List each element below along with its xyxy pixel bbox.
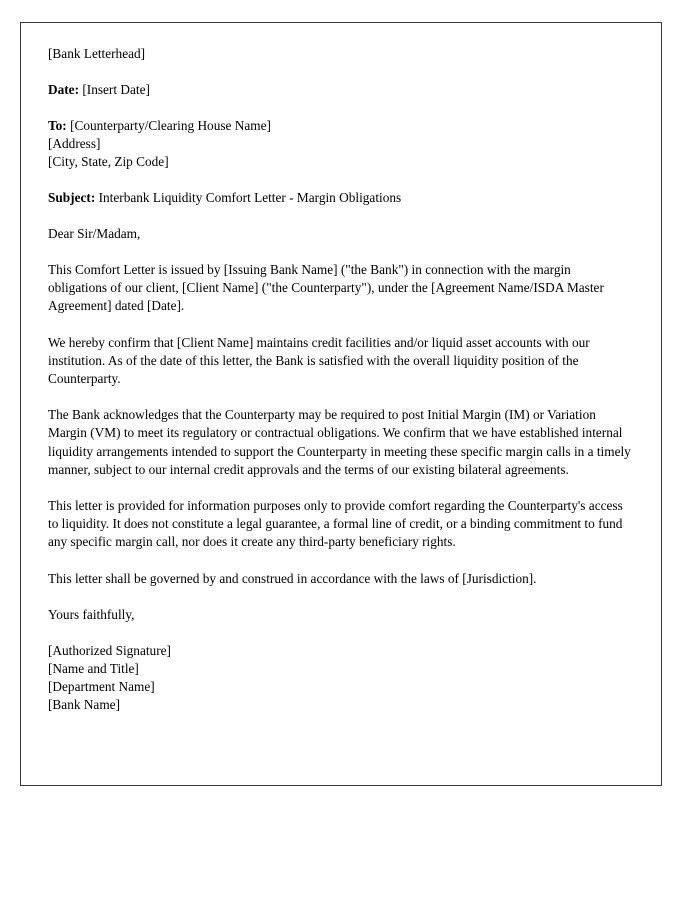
recipient-block xyxy=(48,117,632,171)
closing-salutation: Yours faithfully, xyxy=(48,606,135,622)
recipient-city-state-zip: [City, State, Zip Code] xyxy=(48,154,169,169)
salutation: Dear Sir/Madam, xyxy=(48,226,141,241)
body-paragraph-1: This Comfort Letter is issued by [Issuing Bank Name] ("the Bank") in connection with the margin obligations of our client, [Client Name] ("the Counterparty"), under the [Agreement Name/ISDA Master Agreement] dated [Date]. xyxy=(48,262,604,314)
bank-letterhead: [Bank Letterhead] xyxy=(48,46,146,61)
authorized-signature: [Authorized Signature] xyxy=(48,642,171,658)
letter-page-frame xyxy=(20,22,662,786)
body-paragraph-3: The Bank acknowledges that the Counterparty may be required to post Initial Margin (IM) or Variation Margin (VM) to meet its regulatory or contractual obligations. We confirm that we have established internal liquidity arrangements intended to support the Counterparty in meeting these specific margin calls in a timely manner, subject to our internal credit approvals and the terms of our existing bilateral agreements. xyxy=(48,407,631,477)
letter-content xyxy=(48,45,632,714)
subject-line xyxy=(48,189,632,207)
recipient-name-line xyxy=(48,117,632,135)
recipient-address: [Address] xyxy=(48,136,101,151)
body-paragraph-4: This letter is provided for information purposes only to provide comfort regarding the Counterparty's access to liquidity. It does not constitute a legal guarantee, a formal line of credit, or a binding commitment to fund any specific margin call, nor does it create any third-party beneficiary rights. xyxy=(48,498,623,550)
recipient-label: To: xyxy=(48,118,67,133)
signer-name-and-title: [Name and Title] xyxy=(48,660,139,676)
subject-value: Interbank Liquidity Comfort Letter - Margin Obligations xyxy=(98,190,402,205)
date-label: Date: xyxy=(48,82,80,97)
date-value: [Insert Date] xyxy=(82,82,150,97)
signer-department: [Department Name] xyxy=(48,678,155,694)
signature-block xyxy=(48,642,632,714)
signer-bank-name: [Bank Name] xyxy=(48,696,120,712)
subject-label: Subject: xyxy=(48,190,96,205)
body-paragraph-5: This letter shall be governed by and construed in accordance with the laws of [Jurisdiction]. xyxy=(48,570,537,586)
date-line xyxy=(48,81,632,99)
recipient-name: [Counterparty/Clearing House Name] xyxy=(70,118,271,133)
body-paragraph-2: We hereby confirm that [Client Name] maintains credit facilities and/or liquid asset accounts with our institution. As of the date of this letter, the Bank is satisfied with the overall liquidity position of the Counterparty. xyxy=(48,334,590,387)
